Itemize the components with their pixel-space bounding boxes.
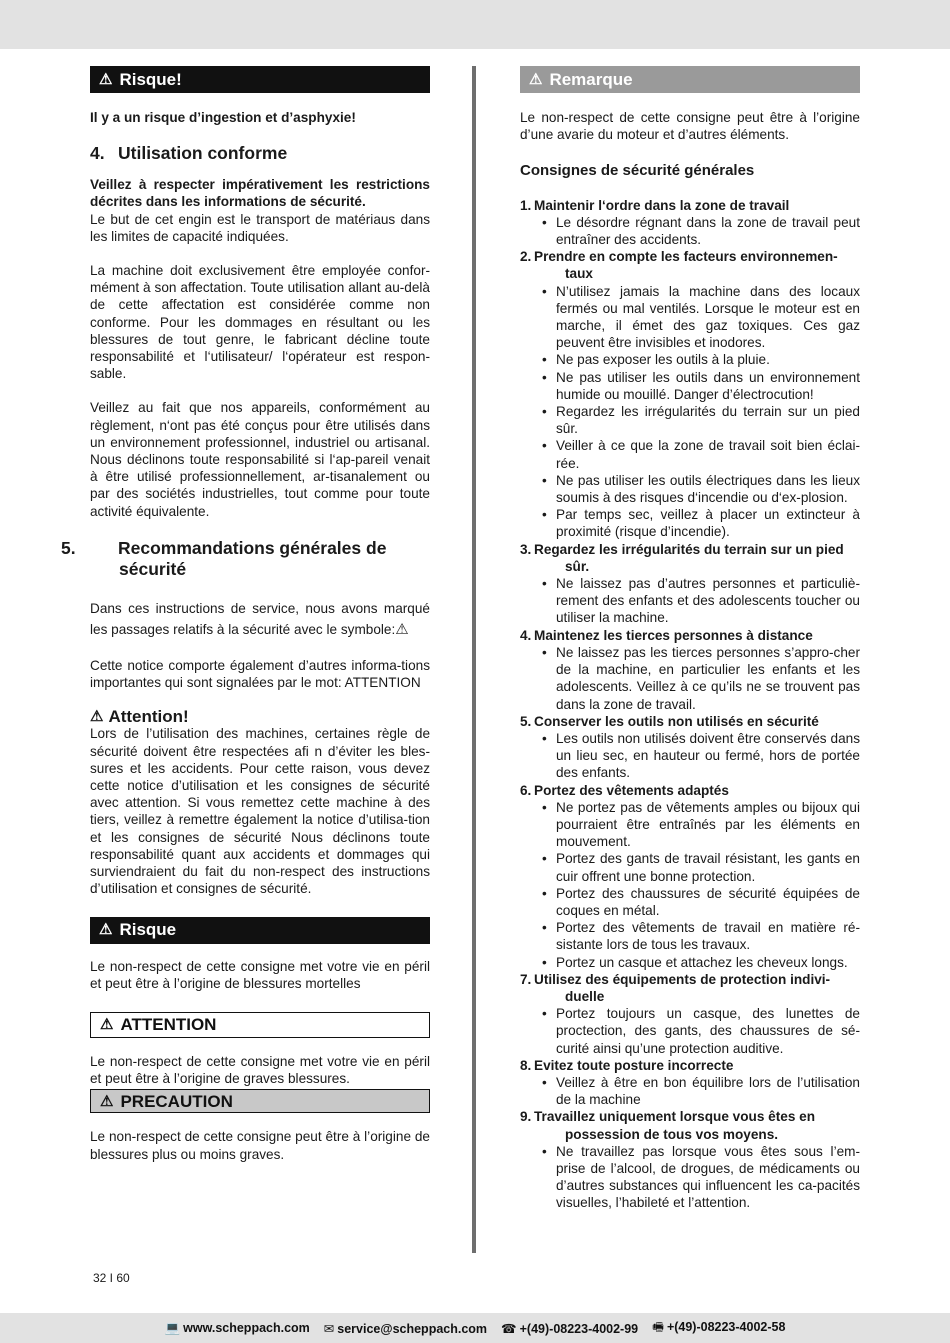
safety-item bbox=[520, 541, 860, 627]
safety-item-bullets bbox=[520, 1074, 860, 1108]
bullet-text: • Portez des vêtements de travail en matière ré-sistante lors de tous les travaux. bbox=[556, 919, 860, 953]
bullet-text: • N’utilisez jamais la machine dans des locaux fermés ou mal ventilés. Lorsque le moteur est en marche, il émet des gaz toxiques. Ces gaz peuvent être invisibles et inodores. bbox=[556, 283, 860, 352]
safety-item-number: 5. bbox=[520, 713, 532, 729]
risque-label: Risque! bbox=[119, 69, 182, 89]
section-4-paragraph-3: Veillez au fait que nos appareils, conformément au règlement, n‘ont pas été conçus pour être utilisés dans un environnement professionnel, industriel ou artisanal. Nous déclinons toute responsabilité si l‘ap-pareil venait à être utilisé professionnellement, ar-tisanalement ou par des sociétés industrielles, tout comme pour toute activité équivalente. bbox=[90, 400, 430, 519]
safety-item-number: 8. bbox=[520, 1057, 532, 1073]
safety-item-number: 6. bbox=[520, 782, 532, 798]
bullet-text: • Le désordre régnant dans la zone de travail peut entraîner des accidents. bbox=[556, 214, 860, 248]
safety-item bbox=[520, 713, 860, 782]
risque-text-2: Le non-respect de cette consigne met votre vie en péril et peut être à l’origine de blessures mortelles bbox=[90, 958, 430, 991]
safety-item bbox=[520, 197, 860, 249]
bullet-text: • Regardez les irrégularités du terrain sur un pied sûr. bbox=[556, 403, 860, 437]
bullet-text: • Ne pas utiliser les outils dans un environnement humide ou mouillé. Danger d’électrocution! bbox=[556, 369, 860, 403]
remarque-text: Le non-respect de cette consigne peut être à l’origine d’une avarie du moteur et d’autres éléments. bbox=[520, 110, 860, 143]
safety-item-title-text: Travaillez uniquement lorsque vous êtes en possession de tous vos moyens. bbox=[534, 1109, 816, 1142]
bullet-text: • Ne travaillez pas lorsque vous êtes sous l’em-prise de l’alcool, de drogues, de médicaments ou d’autres substances qui influencent les ca-pacités visuelles, l’habileté et l’attention. bbox=[556, 1143, 860, 1212]
warning-triangle-icon: ⚠ bbox=[529, 70, 543, 88]
right-column bbox=[520, 66, 860, 1212]
footer-bar bbox=[0, 1313, 950, 1343]
section-4-paragraph-1: Le but de cet engin est le transport de matériaus dans les limites de capacité indiquées. bbox=[90, 211, 430, 244]
column-divider bbox=[472, 66, 476, 1253]
safety-item-title bbox=[520, 248, 860, 282]
safety-item-title bbox=[520, 971, 860, 1005]
mail-icon: ✉ bbox=[323, 1321, 335, 1336]
safety-item-title-text: Maintenir l‘ordre dans la zone de travail bbox=[534, 197, 790, 213]
attention-box-header: ⚠ ATTENTION bbox=[90, 1012, 430, 1038]
safety-item-bullets bbox=[520, 575, 860, 627]
safety-item bbox=[520, 248, 860, 540]
bullet-text: • Ne laissez pas d’autres personnes et particuliè-rement des enfants et des adolescents toucher ou utiliser la machine. bbox=[556, 575, 860, 627]
attention-box-text: Le non-respect de cette consigne met votre vie en péril et peut être à l’origine de graves blessures. bbox=[90, 1053, 430, 1087]
section-5-title: 5. Recommandations générales de sécurité bbox=[61, 537, 387, 579]
safety-item-title-text: Prendre en compte les facteurs environnemen-taux bbox=[534, 249, 838, 282]
safety-item-title bbox=[520, 1057, 860, 1074]
safety-item-number: 7. bbox=[520, 971, 532, 987]
safety-item-number: 3. bbox=[520, 541, 532, 557]
safety-item-title-text: Evitez toute posture incorrecte bbox=[534, 1057, 734, 1073]
bullet-text: • Portez un casque et attachez les cheveux longs. bbox=[556, 954, 860, 971]
safety-item-title bbox=[520, 713, 860, 730]
section-4-paragraph-2: La machine doit exclusivement être employée confor-mément à son affectation. Toute utilisation allant au-delà de cette affectation est considérée comme non conforme. Pour les dommages en résultant ou les blessures de tout genre, le fabricant décline toute responsabilité et l‘utilisateur/ l‘opérateur est respon-sable. bbox=[90, 263, 430, 382]
warning-triangle-icon: ⚠ bbox=[99, 921, 113, 939]
safety-item-number: 1. bbox=[520, 197, 532, 213]
risque-box-header bbox=[90, 66, 430, 93]
attention-heading: ⚠ Attention! bbox=[90, 707, 189, 727]
safety-item-bullets bbox=[520, 799, 860, 971]
footer-website[interactable]: 💻 www.scheppach.com bbox=[164, 1320, 310, 1335]
safety-item-title-text: Utilisez des équipements de protection indivi-duelle bbox=[534, 971, 831, 1004]
footer-email[interactable]: ✉ service@scheppach.com bbox=[323, 1321, 488, 1336]
footer-fax: 🖷 +(49)-08223-4002-58 bbox=[652, 1319, 786, 1334]
safety-item-bullets bbox=[520, 644, 860, 713]
bullet-text: • Les outils non utilisés doivent être conservés dans un lieu sec, en hauteur ou fermé, hors de portée des enfants. bbox=[556, 730, 860, 782]
bullet-text: • Ne pas utiliser les outils électriques dans les lieux soumis à des risques d‘incendie ou d‘ex-plosion. bbox=[556, 472, 860, 506]
warning-triangle-icon: ⚠ bbox=[90, 708, 104, 726]
warning-triangle-icon: ⚠ bbox=[99, 70, 113, 88]
bullet-text: • Veillez à être en bon équilibre lors de l’utilisation de la machine bbox=[556, 1074, 860, 1108]
safety-item-number: 4. bbox=[520, 627, 532, 643]
safety-item-title bbox=[520, 1108, 860, 1142]
safety-item-number: 2. bbox=[520, 249, 532, 265]
bullet-text: • Veiller à ce que la zone de travail soit bien éclai-rée. bbox=[556, 437, 860, 471]
safety-item-title-text: Conserver les outils non utilisés en sécurité bbox=[534, 713, 819, 729]
safety-item-title-text: Maintenez les tierces personnes à distance bbox=[534, 627, 813, 643]
bullet-text: • Ne laissez pas les tierces personnes s’appro-cher de la machine, en particulier les enfants et les adolescents. Veillez à ce qu’ils ne se trouvent pas dans la zone de travail. bbox=[556, 644, 860, 713]
page-number: 32 I 60 bbox=[93, 1271, 130, 1285]
safety-item-title bbox=[520, 541, 860, 575]
bullet-text: • Portez toujours un casque, des lunettes de proctection, des gants, des chaussures de sé-curité ainsi qu’une protection auditive. bbox=[556, 1005, 860, 1057]
bullet-text: • Portez des chaussures de sécurité équipées de coques en métal. bbox=[556, 885, 860, 919]
section-4-bold-note: Veillez à respecter impérativement les restrictions décrites dans les informations de sécurité. bbox=[90, 177, 430, 210]
safety-item-title-text: Regardez les irrégularités du terrain sur un pied sûr. bbox=[534, 541, 844, 574]
phone-icon: ☎ bbox=[501, 1321, 517, 1336]
safety-item-title bbox=[520, 627, 860, 644]
footer-phone: ☎ +(49)-08223-4002-99 bbox=[501, 1321, 639, 1336]
bullet-text: • Portez des gants de travail résistant, les gants en cuir offrent une bonne protection. bbox=[556, 850, 860, 884]
safety-item-bullets bbox=[520, 283, 860, 541]
header-bar bbox=[0, 0, 950, 49]
left-column bbox=[61, 66, 430, 1163]
safety-item bbox=[520, 1108, 860, 1211]
safety-item-title bbox=[520, 782, 860, 799]
safety-item-number: 9. bbox=[520, 1109, 532, 1125]
warning-triangle-icon: ⚠ bbox=[100, 1016, 114, 1034]
warning-triangle-icon: ⚠ bbox=[100, 1092, 114, 1110]
safety-item-bullets bbox=[520, 214, 860, 248]
safety-item bbox=[520, 782, 860, 971]
fax-icon: 🖷 bbox=[652, 1319, 664, 1334]
safety-item bbox=[520, 627, 860, 713]
bullet-text: • Ne pas exposer les outils à la pluie. bbox=[556, 351, 860, 368]
safety-item-title bbox=[520, 197, 860, 214]
consignes-title: Consignes de sécurité générales bbox=[520, 162, 755, 180]
section-5-paragraph-2: Cette notice comporte également d’autres informa-tions importantes qui sont signalées par le mot: ATTENTION bbox=[90, 657, 430, 691]
precaution-text: Le non-respect de cette consigne peut être à l’origine de blessures plus ou moins graves. bbox=[90, 1129, 430, 1162]
bullet-text: • Par temps sec, veillez à placer un extincteur à proximité (risque d’incendie). bbox=[556, 506, 860, 540]
risque-box-header-2: ⚠ Risque bbox=[90, 917, 430, 944]
precaution-box-header: ⚠ PRECAUTION bbox=[90, 1089, 430, 1113]
safety-item bbox=[520, 971, 860, 1057]
safety-item-bullets bbox=[520, 730, 860, 782]
safety-list bbox=[520, 197, 860, 1212]
remarque-box-header: ⚠ Remarque bbox=[520, 66, 860, 93]
attention-text: Lors de l’utilisation des machines, certaines règle de sécurité doivent être respectées afi n d’éviter les bles-sures et les accidents. Pour cette raison, vous devez cette notice d’utilisation et les consignes de sécurité avec attention. Si vous remettez cette machine à des tiers, veillez à remettre également la notice d’utilisa-tion et les consignes de sécurité Nous déclinons toute responsabilité quant aux accidents et dommages qui surviendraient du fait du non-respect des instructions d’utilisation et consignes de sécurité. bbox=[90, 726, 430, 897]
safety-item-title-text: Portez des vêtements adaptés bbox=[534, 782, 729, 798]
section-5-paragraph-1: Dans ces instructions de service, nous avons marqué les passages relatifs à la sécurité avec le symbole:⚠ bbox=[90, 600, 430, 638]
safety-item-bullets bbox=[520, 1005, 860, 1057]
warning-triangle-icon: ⚠ bbox=[395, 620, 409, 638]
safety-item-bullets bbox=[520, 1143, 860, 1212]
bullet-text: • Ne portez pas de vêtements amples ou bijoux qui pourraient être entraînés par les éléments en mouvement. bbox=[556, 799, 860, 851]
computer-icon: 💻 bbox=[164, 1320, 181, 1335]
safety-item bbox=[520, 1057, 860, 1109]
risque-text: Il y a un risque d’ingestion et d’asphyxie! bbox=[90, 110, 356, 125]
section-4-title: 4. Utilisation conforme bbox=[90, 143, 288, 164]
